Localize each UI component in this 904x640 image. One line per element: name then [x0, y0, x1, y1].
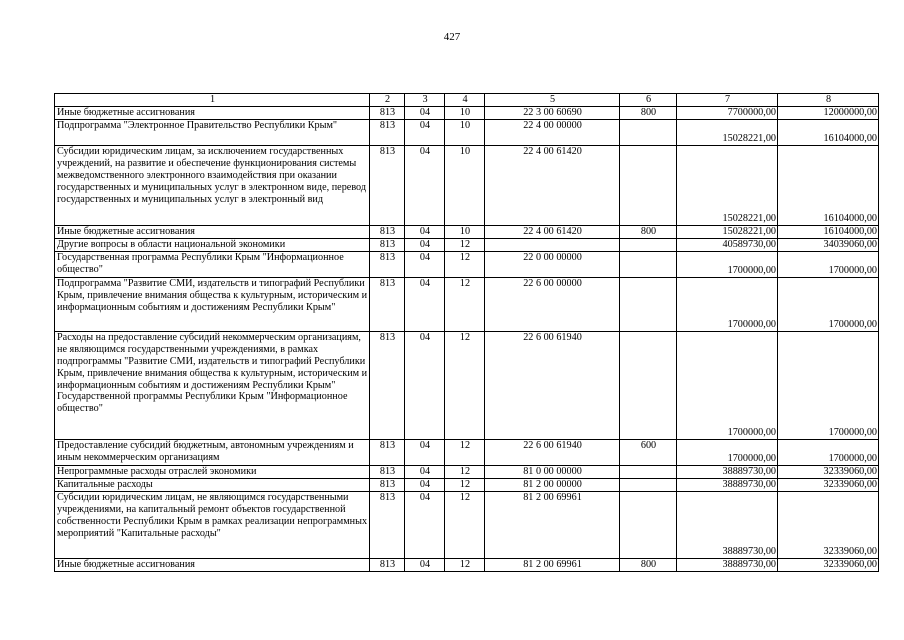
expense-type: [620, 277, 677, 331]
expense-type: [620, 251, 677, 277]
table-row: [55, 491, 879, 558]
item-name: Государственная программа Республики Крым "Информационное общество": [55, 251, 370, 277]
table-row: [55, 119, 879, 145]
table-row: [55, 145, 879, 225]
budget-code: 813: [370, 465, 405, 478]
budget-code: 813: [370, 119, 405, 145]
amount-year-1: 15028221,00: [677, 145, 778, 225]
item-name: Иные бюджетные ассигнования: [55, 558, 370, 571]
column-header: 4: [445, 94, 485, 107]
table-row: [55, 558, 879, 571]
item-name: Подпрограмма "Электронное Правительство Республики Крым": [55, 119, 370, 145]
page-number: 427: [443, 31, 461, 43]
item-name: Иные бюджетные ассигнования: [55, 225, 370, 238]
section: 04: [405, 225, 445, 238]
amount-year-1: 38889730,00: [677, 491, 778, 558]
section: 04: [405, 277, 445, 331]
budget-code: 813: [370, 478, 405, 491]
budget-code: 813: [370, 277, 405, 331]
subsection: 12: [445, 251, 485, 277]
item-name: Иные бюджетные ассигнования: [55, 106, 370, 119]
target-article: 81 2 00 69961: [485, 491, 620, 558]
table-row: [55, 478, 879, 491]
table-row: [55, 277, 879, 331]
table-row: [55, 106, 879, 119]
amount-year-2: 1700000,00: [778, 331, 879, 439]
budget-code: 813: [370, 331, 405, 439]
amount-year-2: 16104000,00: [778, 145, 879, 225]
table-header-row: [55, 94, 879, 107]
expense-type: 600: [620, 439, 677, 465]
amount-year-1: 38889730,00: [677, 478, 778, 491]
target-article: 22 6 00 00000: [485, 277, 620, 331]
expense-type: [620, 145, 677, 225]
target-article: 81 2 00 00000: [485, 478, 620, 491]
subsection: 12: [445, 465, 485, 478]
section: 04: [405, 145, 445, 225]
column-header: 5: [485, 94, 620, 107]
subsection: 12: [445, 277, 485, 331]
column-header: 6: [620, 94, 677, 107]
amount-year-1: 1700000,00: [677, 277, 778, 331]
section: 04: [405, 478, 445, 491]
amount-year-2: 1700000,00: [778, 251, 879, 277]
target-article: 22 4 00 61420: [485, 145, 620, 225]
table-row: [55, 225, 879, 238]
subsection: 12: [445, 439, 485, 465]
amount-year-1: 38889730,00: [677, 558, 778, 571]
section: 04: [405, 238, 445, 251]
column-header: 3: [405, 94, 445, 107]
section: 04: [405, 119, 445, 145]
section: 04: [405, 106, 445, 119]
amount-year-2: 34039060,00: [778, 238, 879, 251]
subsection: 12: [445, 558, 485, 571]
section: 04: [405, 465, 445, 478]
expense-type: 800: [620, 558, 677, 571]
table-row: [55, 331, 879, 439]
item-name: Субсидии юридическим лицам, за исключением государственных учреждений, на развитие и обеспечение функционирования системы межведомственного электронного взаимодействия при оказании государственных и муниципальных услуг в электронном виде, перевод государственных и муниципальных услуг в электронный вид: [55, 145, 370, 225]
amount-year-2: 12000000,00: [778, 106, 879, 119]
table-row: [55, 465, 879, 478]
expense-type: [620, 465, 677, 478]
amount-year-2: 16104000,00: [778, 119, 879, 145]
amount-year-2: 1700000,00: [778, 277, 879, 331]
subsection: 10: [445, 106, 485, 119]
amount-year-1: 38889730,00: [677, 465, 778, 478]
expense-type: 800: [620, 106, 677, 119]
target-article: 22 3 00 60690: [485, 106, 620, 119]
column-header: 8: [778, 94, 879, 107]
amount-year-2: 32339060,00: [778, 558, 879, 571]
section: 04: [405, 331, 445, 439]
table-row: [55, 439, 879, 465]
target-article: 81 2 00 69961: [485, 558, 620, 571]
expense-type: [620, 491, 677, 558]
expense-type: [620, 331, 677, 439]
subsection: 12: [445, 478, 485, 491]
column-header: 7: [677, 94, 778, 107]
amount-year-2: 32339060,00: [778, 478, 879, 491]
section: 04: [405, 558, 445, 571]
budget-code: 813: [370, 558, 405, 571]
subsection: 12: [445, 331, 485, 439]
budget-code: 813: [370, 145, 405, 225]
amount-year-1: 15028221,00: [677, 119, 778, 145]
budget-code: 813: [370, 251, 405, 277]
amount-year-1: 1700000,00: [677, 251, 778, 277]
target-article: 22 6 00 61940: [485, 331, 620, 439]
target-article: 22 6 00 61940: [485, 439, 620, 465]
column-header: 1: [55, 94, 370, 107]
expense-type: 800: [620, 225, 677, 238]
item-name: Расходы на предоставление субсидий некоммерческим организациям, не являющимся государственными учреждениями, в рамках подпрограммы "Развитие СМИ, издательств и типографий Республики Крым, привлечение внимания общества к культурным, историческим и информационным событиям и достижениям Республики Крым" Государственной программы Республики Крым "Информационное общество": [55, 331, 370, 439]
target-article: 22 4 00 61420: [485, 225, 620, 238]
section: 04: [405, 251, 445, 277]
budget-code: 813: [370, 238, 405, 251]
item-name: Капитальные расходы: [55, 478, 370, 491]
section: 04: [405, 491, 445, 558]
subsection: 12: [445, 238, 485, 251]
amount-year-2: 32339060,00: [778, 465, 879, 478]
budget-code: 813: [370, 491, 405, 558]
subsection: 10: [445, 145, 485, 225]
amount-year-2: 1700000,00: [778, 439, 879, 465]
table-row: [55, 251, 879, 277]
section: 04: [405, 439, 445, 465]
budget-code: 813: [370, 439, 405, 465]
amount-year-2: 32339060,00: [778, 491, 879, 558]
amount-year-1: 15028221,00: [677, 225, 778, 238]
amount-year-2: 16104000,00: [778, 225, 879, 238]
subsection: 12: [445, 491, 485, 558]
item-name: Другие вопросы в области национальной экономики: [55, 238, 370, 251]
budget-code: 813: [370, 225, 405, 238]
budget-table: [54, 93, 879, 572]
subsection: 10: [445, 225, 485, 238]
expense-type: [620, 478, 677, 491]
item-name: Субсидии юридическим лицам, не являющимся государственными учреждениями, на капитальный ремонт объектов государственной собственности Республики Крым в рамках реализации непрограммных мероприятий "Капитальные расходы": [55, 491, 370, 558]
item-name: Подпрограмма "Развитие СМИ, издательств и типографий Республики Крым, привлечение внимания общества к культурным, историческим и информационным событиям и достижениям Республики Крым": [55, 277, 370, 331]
column-header: 2: [370, 94, 405, 107]
expense-type: [620, 119, 677, 145]
target-article: 22 4 00 00000: [485, 119, 620, 145]
target-article: 81 0 00 00000: [485, 465, 620, 478]
amount-year-1: 40589730,00: [677, 238, 778, 251]
expense-type: [620, 238, 677, 251]
budget-code: 813: [370, 106, 405, 119]
amount-year-1: 1700000,00: [677, 331, 778, 439]
amount-year-1: 7700000,00: [677, 106, 778, 119]
item-name: Непрограммные расходы отраслей экономики: [55, 465, 370, 478]
target-article: 22 0 00 00000: [485, 251, 620, 277]
item-name: Предоставление субсидий бюджетным, автономным учреждениям и иным некоммерческим организациям: [55, 439, 370, 465]
table-row: [55, 238, 879, 251]
subsection: 10: [445, 119, 485, 145]
amount-year-1: 1700000,00: [677, 439, 778, 465]
target-article: [485, 238, 620, 251]
